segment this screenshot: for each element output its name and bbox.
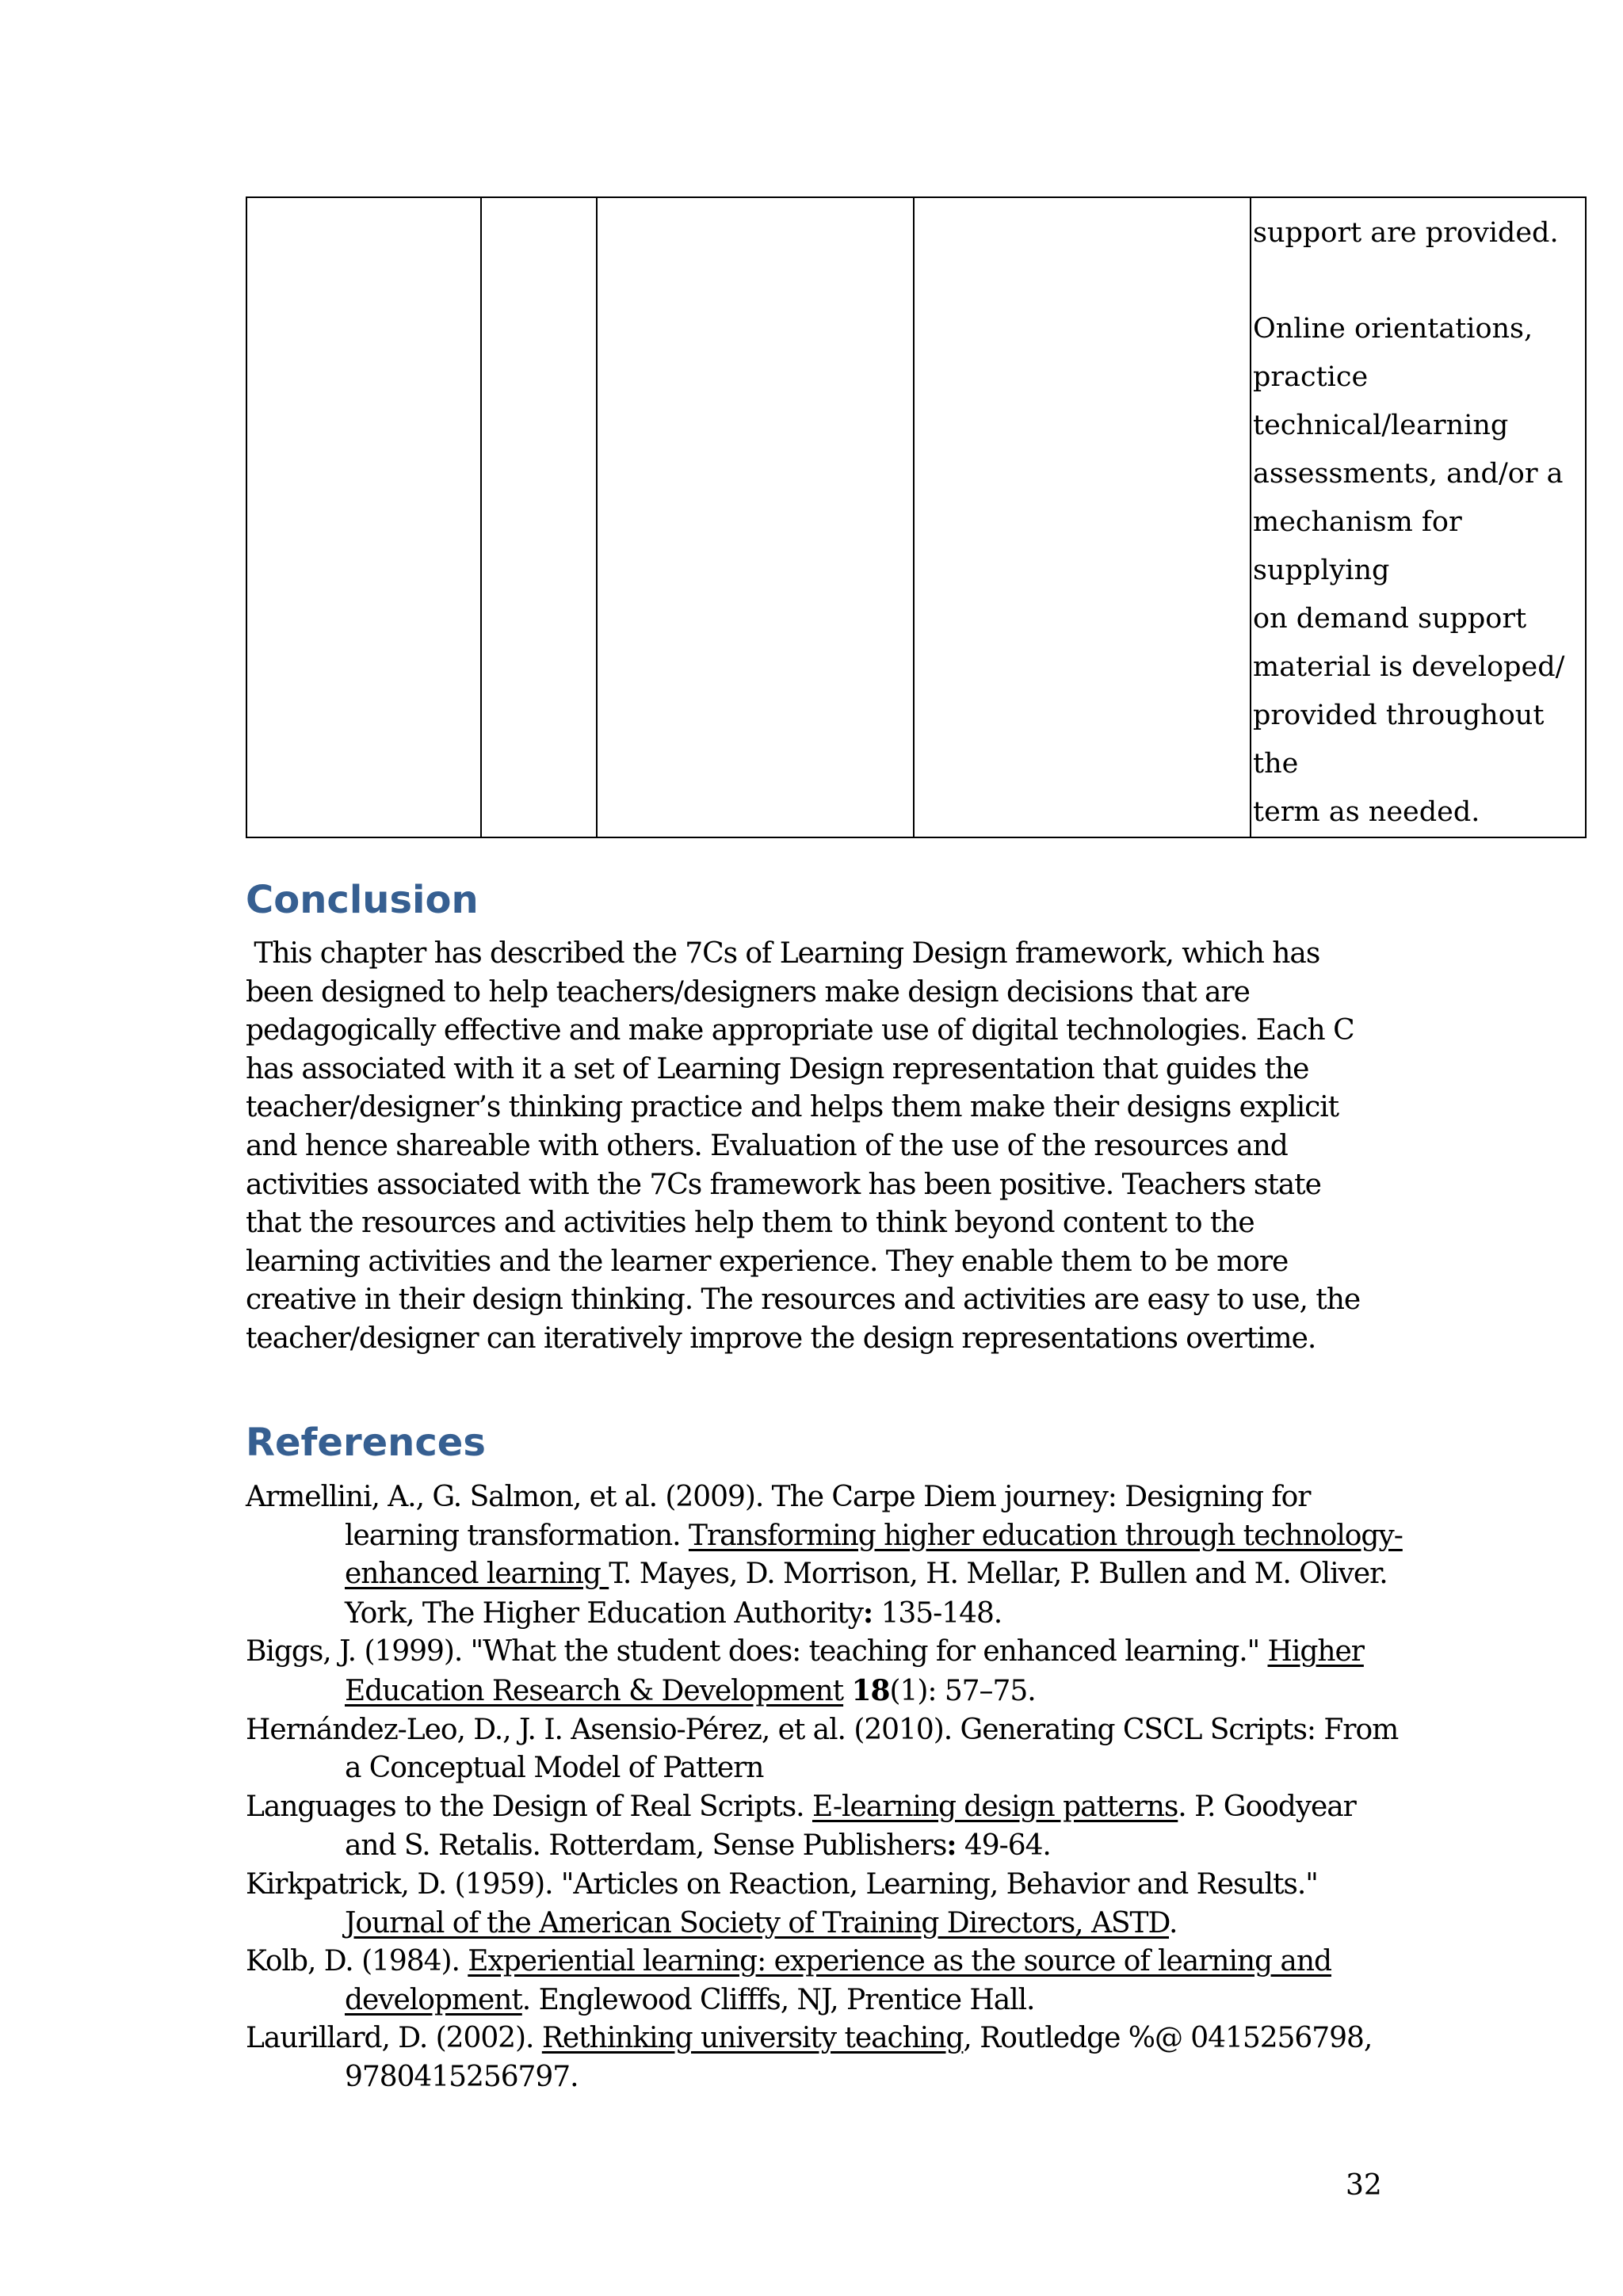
reference-item: Biggs, J. (1999). "What the student does: teaching for enhanced learning." Higher Education Research & Development 18(1): 57–75. (246, 1635, 1364, 1707)
cell-paragraph: Online orientations, practice technical/learning assessments, and/or a mechanism for supplying on demand support material is developed/ provided throughout the term as needed. (1253, 313, 1565, 828)
table-cell (481, 197, 597, 837)
reference-link[interactable]: Rethinking university teaching (541, 2022, 964, 2055)
conclusion-heading: Conclusion (246, 878, 479, 922)
reference-list (246, 1478, 1411, 2097)
reference-link[interactable]: Transforming higher education through technology-enhanced learning (345, 1519, 1403, 1591)
reference-item: Languages to the Design of Real Scripts. E-learning design patterns. P. Goodyear and S. Retalis. Rotterdam, Sense Publishers: 49-64. (246, 1790, 1356, 1863)
table-cell (246, 197, 481, 837)
references-heading: References (246, 1421, 486, 1465)
cell-paragraph: support are provided. (1253, 217, 1559, 249)
reference-item: Hernández-Leo, D., J. I. Asensio-Pérez, et al. (2010). Generating CSCL Scripts: From a Conceptual Model of Pattern (246, 1713, 1399, 1785)
reference-link[interactable]: Experiential learning: experience as the source of learning and development (345, 1945, 1331, 2016)
reference-link[interactable]: Journal of the American Society of Training Directors, ASTD (345, 1906, 1170, 1939)
table-cell-support (1251, 197, 1586, 837)
reference-item: Kolb, D. (1984). Experiential learning: experience as the source of learning and development. Englewood Clifffs, NJ, Prentice Hall. (246, 1945, 1331, 2016)
reference-link[interactable]: E-learning design patterns (812, 1790, 1178, 1823)
design-table (246, 196, 1587, 838)
table-cell (914, 197, 1251, 837)
reference-item: Laurillard, D. (2002). Rethinking university teaching, Routledge %@ 0415256798, 9780415256797. (246, 2022, 1373, 2093)
reference-item: Kirkpatrick, D. (1959). "Articles on Reaction, Learning, Behavior and Results." Journal of the American Society of Training Directors, ASTD. (246, 1867, 1318, 1939)
reference-item: Armellini, A., G. Salmon, et al. (2009). The Carpe Diem journey: Designing for learning transformation. Transforming higher education through technology-enhanced learning T. Mayes, D. Morrison, H. Mellar, P. Bullen and M. Oliver. York, The Higher Education Authority: 135-148. (246, 1481, 1403, 1630)
table-row (246, 197, 1586, 837)
reference-link[interactable]: Higher Education Research & Development (345, 1635, 1364, 1707)
conclusion-paragraph: This chapter has described the 7Cs of Learning Design framework, which has been designed to help teachers/designers make design decisions that are pedagogically effective and make appropriate use of digital technologies. Each C has associated with it a set of Learning Design representation that guides the teacher/designer’s thinking practice and helps them make their designs explicit and hence shareable with others. Evaluation of the use of the resources and activities associated with the 7Cs framework has been positive. Teachers state that the resources and activities help them to think beyond content to the learning activities and the learner experience. They enable them to be more creative in their design thinking. The resources and activities are easy to use, the teacher/designer can iteratively improve the design representations overtime. (246, 937, 1361, 1355)
page-number: 32 (1346, 2169, 1382, 2202)
table-cell (597, 197, 914, 837)
